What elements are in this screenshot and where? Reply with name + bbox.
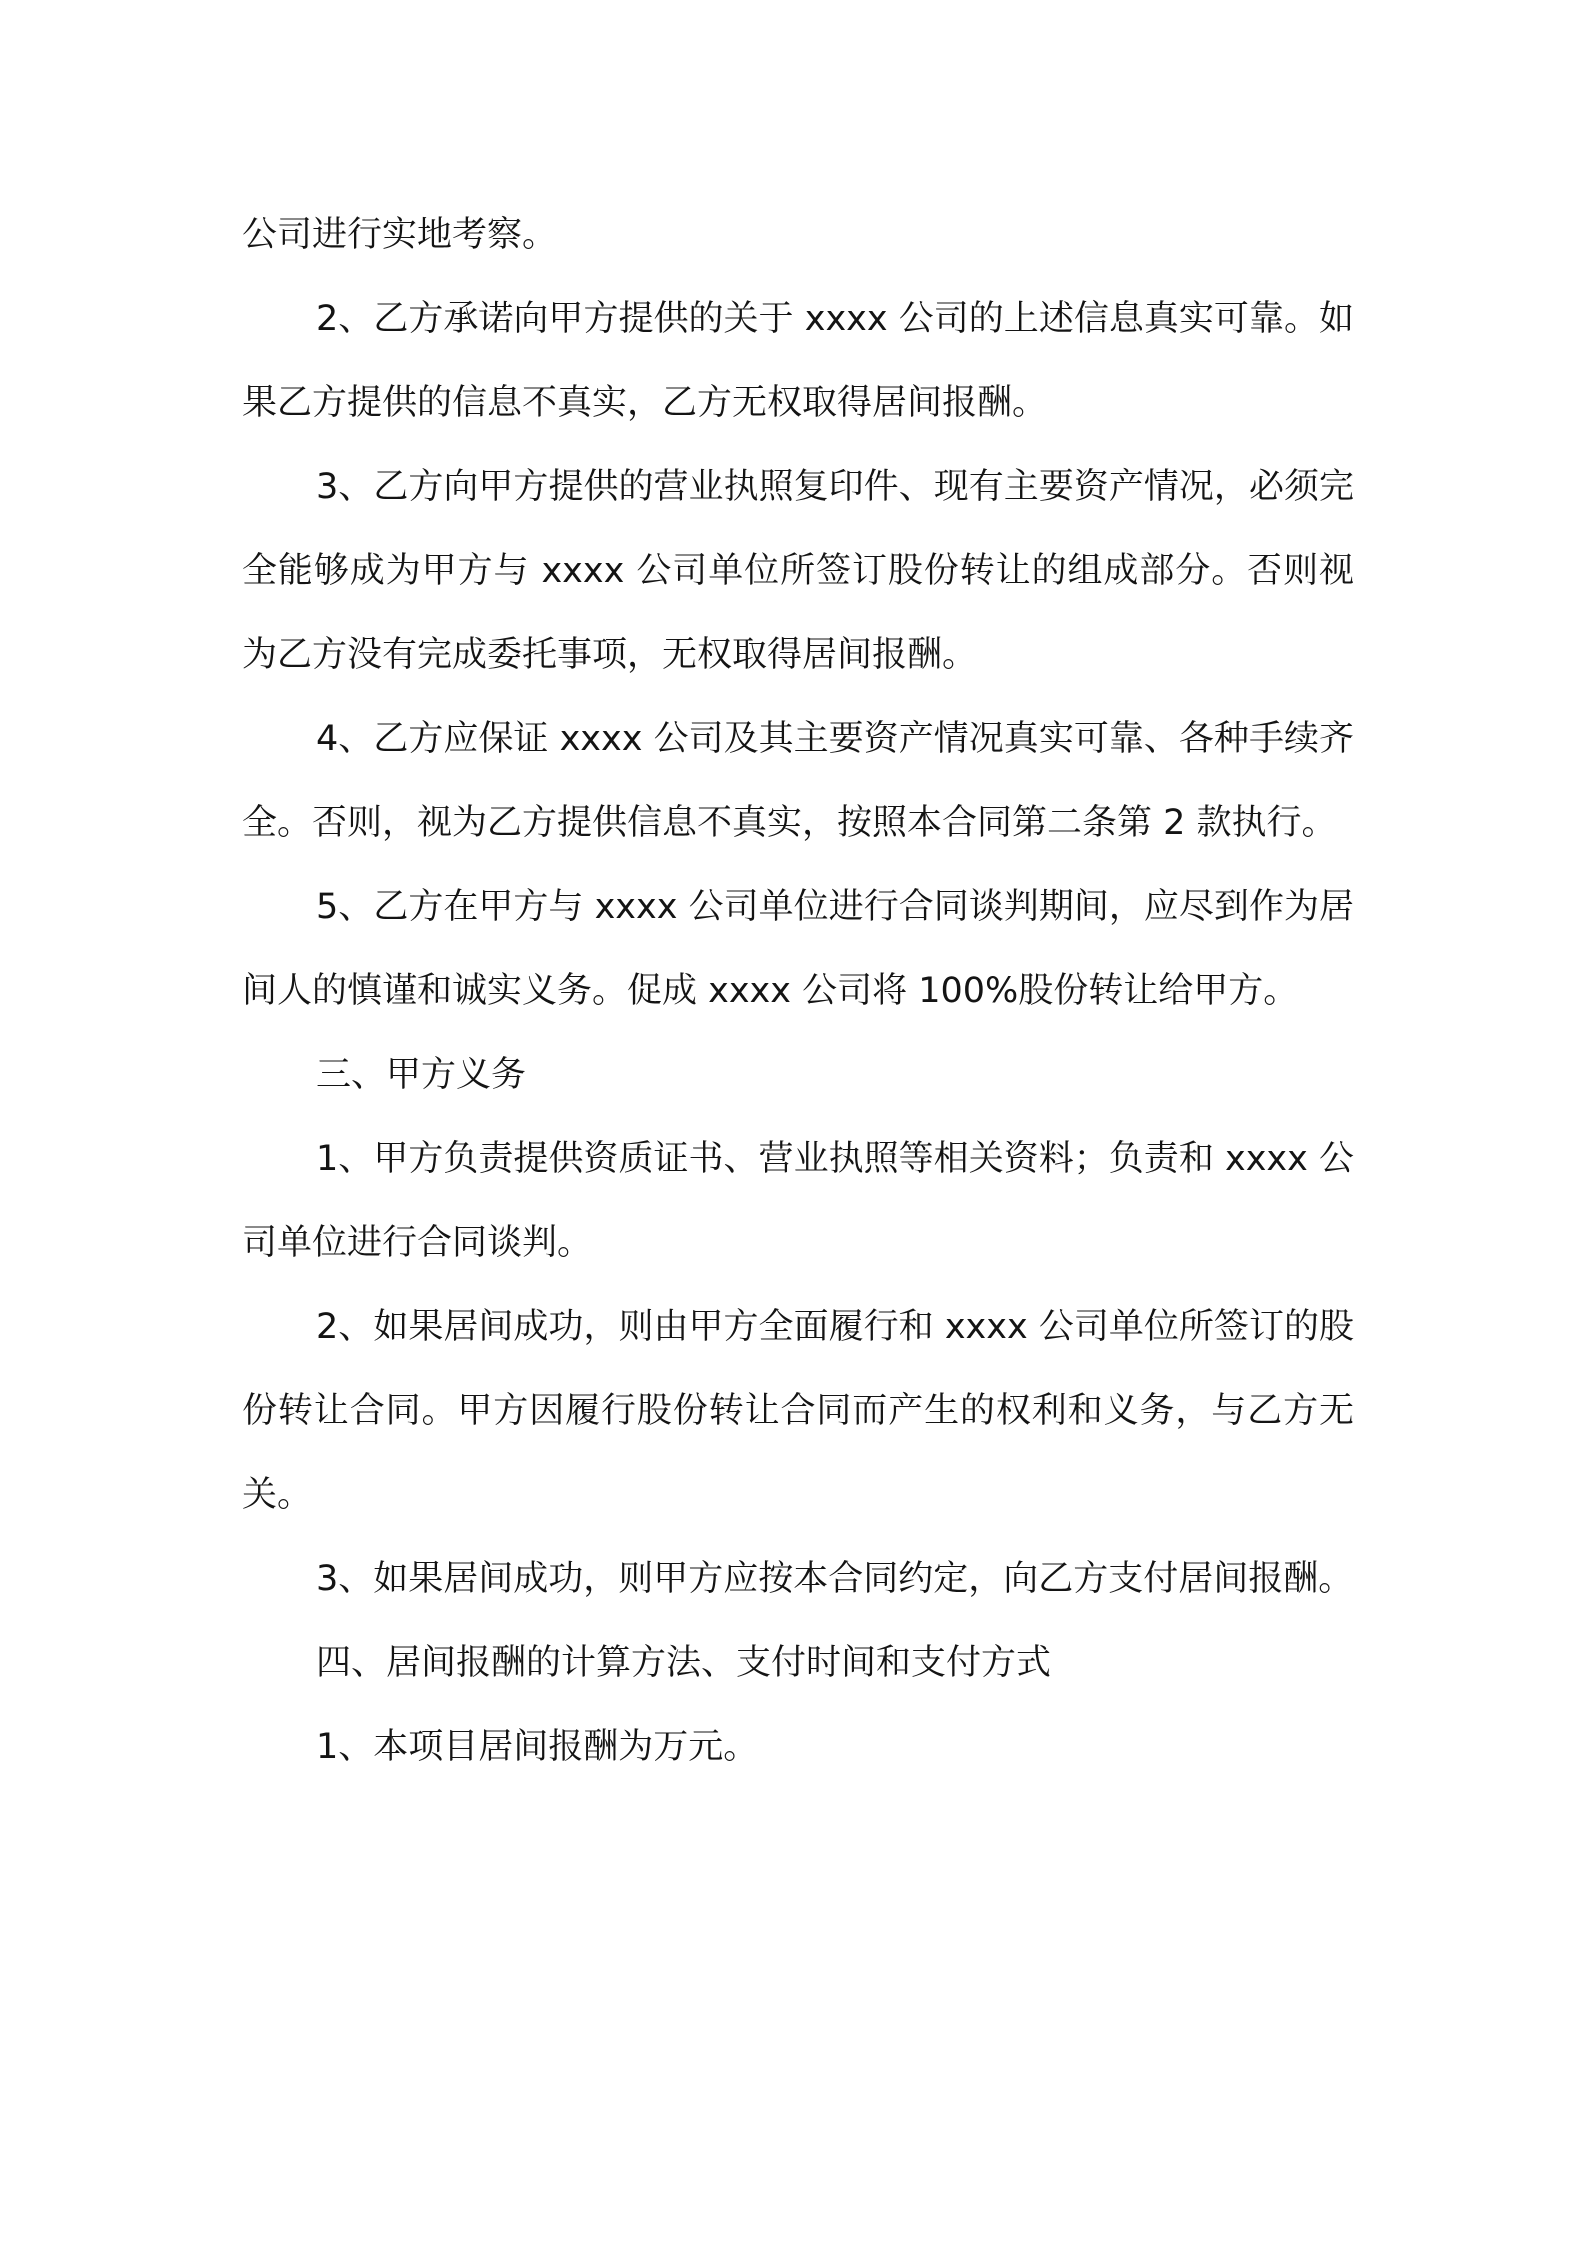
paragraph-a-item-2: 2、如果居间成功，则由甲方全面履行和 xxxx 公司单位所签订的股份转让合同。甲方因履行股份转让合同而产生的权利和义务，与乙方无关。 [242,1307,1354,1515]
paragraph-continuation: 公司进行实地考察。 [242,215,558,255]
paragraph-a-item-1: 1、甲方负责提供资质证书、营业执照等相关资料；负责和 xxxx 公司单位进行合同谈判。 [242,1139,1354,1263]
section-heading-party-a-obligations: 三、甲方义务 [316,1055,527,1095]
document-body [242,193,1354,1789]
paragraph-b-item-5: 5、乙方在甲方与 xxxx 公司单位进行合同谈判期间，应尽到作为居间人的慎谨和诚实义务。促成 xxxx 公司将 100%股份转让给甲方。 [242,887,1354,1011]
paragraph-fee-item-1: 1、本项目居间报酬为万元。 [316,1727,759,1767]
section-heading-fee-calculation: 四、居间报酬的计算方法、支付时间和支付方式 [316,1643,1052,1683]
paragraph-b-item-4: 4、乙方应保证 xxxx 公司及其主要资产情况真实可靠、各种手续齐全。否则，视为乙方提供信息不真实，按照本合同第二条第 2 款执行。 [242,719,1354,843]
paragraph-b-item-3: 3、乙方向甲方提供的营业执照复印件、现有主要资产情况，必须完全能够成为甲方与 xxxx 公司单位所签订股份转让的组成部分。否则视为乙方没有完成委托事项，无权取得居间报酬。 [242,467,1354,675]
paragraph-b-item-2: 2、乙方承诺向甲方提供的关于 xxxx 公司的上述信息真实可靠。如果乙方提供的信息不真实，乙方无权取得居间报酬。 [242,299,1354,423]
paragraph-a-item-3: 3、如果居间成功，则甲方应按本合同约定，向乙方支付居间报酬。 [316,1559,1354,1599]
